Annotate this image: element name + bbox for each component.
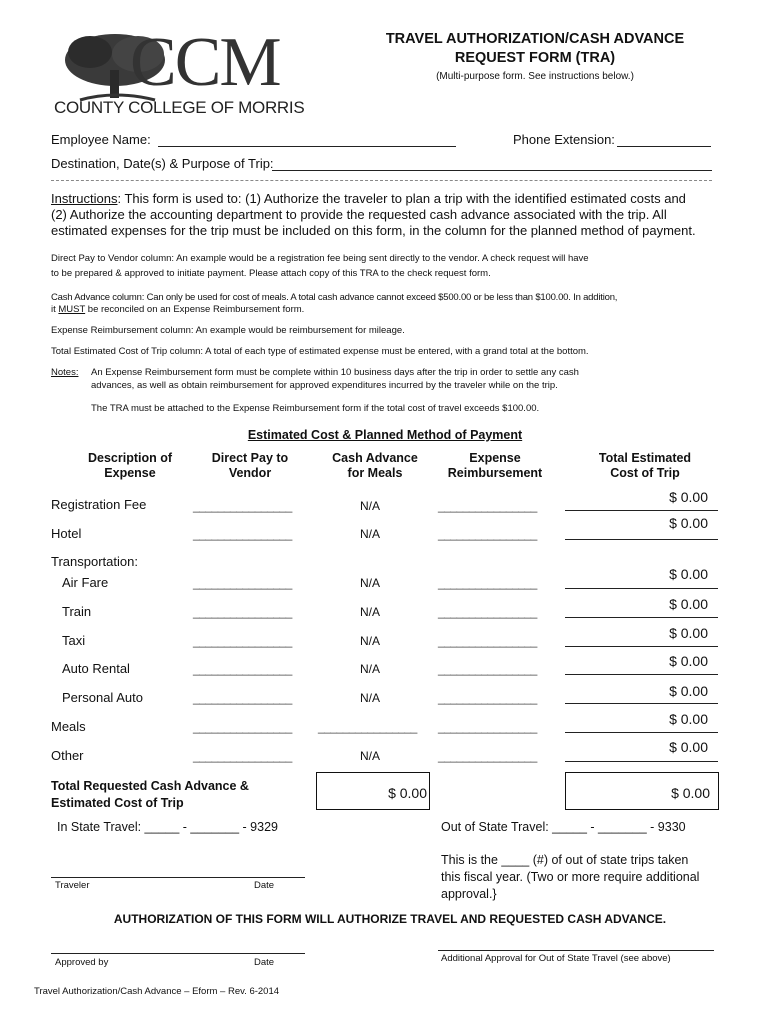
notes-line3: The TRA must be attached to the Expense Reimbursement form if the total cost of travel exceeds $100.00. xyxy=(91,403,540,414)
cash-advance-meals[interactable]: ________________ xyxy=(318,720,417,734)
total-auto-rental-line xyxy=(565,674,718,675)
notes-line2: advances, as well as obtain reimbursement for approved expenditures incurred by the traveler while on the trip. xyxy=(91,380,558,391)
reimbursement-personal-auto[interactable]: ________________ xyxy=(438,691,537,705)
traveler-date-label: Date xyxy=(254,880,275,891)
college-name: COUNTY COLLEGE OF MORRIS xyxy=(54,98,305,117)
row-label-airfare: Air Fare xyxy=(62,575,109,590)
total-hotel: $ 0.00 xyxy=(669,515,708,531)
total-cash-advance-value: $ 0.00 xyxy=(388,785,427,801)
form-revision-footer: Travel Authorization/Cash Advance – Eform – Rev. 6-2014 xyxy=(34,986,280,997)
direct-pay-other[interactable]: ________________ xyxy=(193,749,292,763)
approval-signature-line[interactable] xyxy=(51,953,305,954)
form-subtitle: (Multi-purpose form. See instructions below.) xyxy=(436,71,634,82)
employee-name-field[interactable] xyxy=(158,146,456,147)
out-of-state-travel: Out of State Travel: _____ - _______ - 9330 xyxy=(441,820,686,834)
row-label-meals: Meals xyxy=(51,719,86,734)
row-label-registration: Registration Fee xyxy=(51,497,147,512)
traveler-label: Traveler xyxy=(55,880,90,891)
reimbursement-registration[interactable]: ________________ xyxy=(438,499,537,513)
direct-pay-taxi[interactable]: ________________ xyxy=(193,634,292,648)
row-label-train: Train xyxy=(62,604,92,619)
authorization-statement: AUTHORIZATION OF THIS FORM WILL AUTHORIZE TRAVEL AND REQUESTED CASH ADVANCE. xyxy=(113,912,667,926)
direct-pay-airfare[interactable]: ________________ xyxy=(193,576,292,590)
cash-advance-personal-auto: N/A xyxy=(359,691,380,705)
employee-name-label: Employee Name: xyxy=(51,132,151,147)
logo-wordmark: CCM xyxy=(130,24,280,101)
instructions-line2: (2) Authorize the accounting department to provide the requested cash advance associated with the trip. All xyxy=(51,207,667,222)
instructions-heading: Instructions xyxy=(51,191,118,206)
total-registration: $ 0.00 xyxy=(669,489,708,505)
total-registration-line xyxy=(565,510,718,511)
table-caption: Estimated Cost & Planned Method of Payment xyxy=(247,428,523,442)
total-other-line xyxy=(565,761,718,762)
total-meals-line xyxy=(565,732,718,733)
cash-advance-hotel: N/A xyxy=(359,527,380,541)
total-auto-rental: $ 0.00 xyxy=(669,653,708,669)
notes-line1: An Expense Reimbursement form must be complete within 10 business days after the trip in order to settle any cash xyxy=(91,367,579,378)
row-label-other: Other xyxy=(51,748,84,763)
col-header-total-estimated: Total Estimated Cost of Trip xyxy=(598,451,692,480)
direct-pay-note-2: to be prepared & approved to initiate payment. Please attach copy of this TRA to the check request form. xyxy=(51,268,491,279)
col-header-description: Description of Expense xyxy=(87,451,173,480)
phone-extension-label: Phone Extension: xyxy=(513,132,615,147)
row-label-transportation: Transportation: xyxy=(51,554,138,569)
reimbursement-other[interactable]: ________________ xyxy=(438,749,537,763)
total-row-label: Total Requested Cash Advance & Estimated Cost of Trip xyxy=(51,779,249,810)
total-personal-auto: $ 0.00 xyxy=(669,683,708,699)
phone-extension-field[interactable] xyxy=(617,146,711,147)
approved-by-label: Approved by xyxy=(55,957,109,968)
destination-field[interactable] xyxy=(272,170,712,171)
cash-advance-note-2: it MUST be reconciled on an Expense Reimbursement form. xyxy=(51,304,305,315)
total-train-line xyxy=(565,617,718,618)
destination-label: Destination, Date(s) & Purpose of Trip: xyxy=(51,156,274,171)
total-airfare-line xyxy=(565,588,718,589)
total-trip-cost-box[interactable] xyxy=(565,772,719,810)
out-of-state-trip-count: This is the ____ (#) of out of state trips taken this fiscal year. (Two or more require additional approval.} xyxy=(441,853,700,901)
col-header-cash-advance: Cash Advance for Meals xyxy=(332,451,418,480)
additional-approval-line[interactable] xyxy=(438,950,714,951)
direct-pay-auto-rental[interactable]: ________________ xyxy=(193,662,292,676)
col-header-direct-pay: Direct Pay to Vendor xyxy=(211,451,289,480)
total-airfare: $ 0.00 xyxy=(669,566,708,582)
approval-date-label: Date xyxy=(254,957,275,968)
direct-pay-hotel[interactable]: ________________ xyxy=(193,527,292,541)
reimbursement-auto-rental[interactable]: ________________ xyxy=(438,662,537,676)
total-hotel-line xyxy=(565,539,718,540)
cash-advance-taxi: N/A xyxy=(359,634,380,648)
cash-advance-note-1: Cash Advance column: Can only be used for cost of meals. A total cash advance cannot exceed $500.00 or be less than $100.00. In addition, xyxy=(51,292,618,303)
total-trip-cost-value: $ 0.00 xyxy=(671,785,710,801)
total-other: $ 0.00 xyxy=(669,739,708,755)
form-title-line1: TRAVEL AUTHORIZATION/CASH ADVANCE xyxy=(385,31,685,47)
divider xyxy=(51,180,712,181)
total-taxi-line xyxy=(565,646,718,647)
row-label-personal-auto: Personal Auto xyxy=(62,690,143,705)
total-meals: $ 0.00 xyxy=(669,711,708,727)
row-label-auto-rental: Auto Rental xyxy=(62,661,130,676)
cash-advance-auto-rental: N/A xyxy=(359,662,380,676)
row-label-taxi: Taxi xyxy=(62,633,86,648)
in-state-travel: In State Travel: _____ - _______ - 9329 xyxy=(57,820,278,834)
traveler-signature-line[interactable] xyxy=(51,877,305,878)
cash-advance-train: N/A xyxy=(359,605,380,619)
direct-pay-note-1: Direct Pay to Vendor column: An example would be a registration fee being sent directly to the vendor. A check request will have xyxy=(51,253,589,264)
additional-approval-label: Additional Approval for Out of State Travel (see above) xyxy=(441,953,671,964)
cash-advance-registration: N/A xyxy=(359,499,380,513)
direct-pay-personal-auto[interactable]: ________________ xyxy=(193,691,292,705)
total-taxi: $ 0.00 xyxy=(669,625,708,641)
reimbursement-taxi[interactable]: ________________ xyxy=(438,634,537,648)
instructions-line3: estimated expenses for the trip must be included on this form, in the column for the planned method of payment. xyxy=(51,223,696,238)
row-label-hotel: Hotel xyxy=(51,526,82,541)
reimbursement-hotel[interactable]: ________________ xyxy=(438,527,537,541)
cash-advance-airfare: N/A xyxy=(359,576,380,590)
reimbursement-train[interactable]: ________________ xyxy=(438,605,537,619)
direct-pay-train[interactable]: ________________ xyxy=(193,605,292,619)
expense-reimbursement-note: Expense Reimbursement column: An example would be reimbursement for mileage. xyxy=(51,325,405,336)
cash-advance-other: N/A xyxy=(359,749,380,763)
instructions-line1: Instructions: This form is used to: (1) Authorize the traveler to plan a trip with the identified estimated costs and xyxy=(51,191,686,206)
total-cash-advance-box[interactable] xyxy=(316,772,430,810)
form-title-line2: REQUEST FORM (TRA) xyxy=(454,50,616,66)
direct-pay-registration[interactable]: ________________ xyxy=(193,499,292,513)
total-estimated-note: Total Estimated Cost of Trip column: A total of each type of estimated expense must be entered, with a grand total at the bottom. xyxy=(51,346,589,357)
total-personal-auto-line xyxy=(565,703,718,704)
total-train: $ 0.00 xyxy=(669,596,708,612)
direct-pay-meals[interactable]: ________________ xyxy=(193,720,292,734)
reimbursement-meals[interactable]: ________________ xyxy=(438,720,537,734)
col-header-expense-reimbursement: Expense Reimbursement xyxy=(447,451,543,480)
reimbursement-airfare[interactable]: ________________ xyxy=(438,576,537,590)
notes-label: Notes: xyxy=(51,367,79,378)
